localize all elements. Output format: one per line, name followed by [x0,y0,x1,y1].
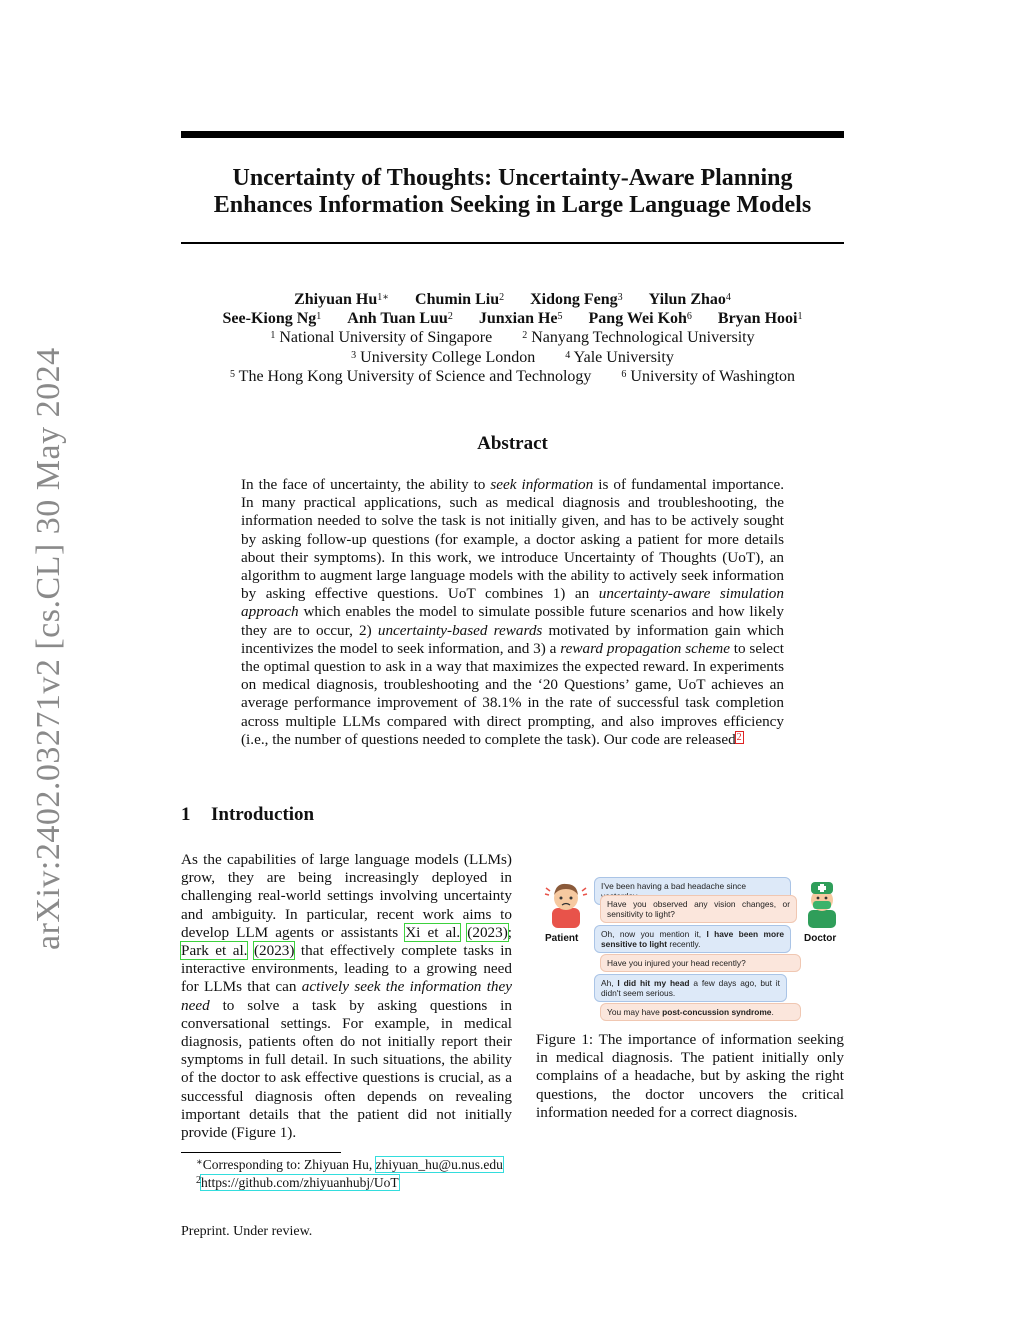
abstract-text: is of fundamental importance. In many practical applications, such as medical diagnosis and troubleshooting, the information needed to solve the task is not initially given, and has to be actively sought by asking follow-up questions (for example, a doctor asking a patient for more details about their symptoms). In this work, we introduce Uncertainty of Thoughts (UoT), an algorithm to augment large language models with the ability to actively seek information by asking effective questions. UoT combines 1) an [241,476,785,603]
intro-text: ; [507,923,513,941]
message-emph: I have been more sensitive to light [601,929,784,949]
affiliation: Nanyang Technological University [531,329,755,347]
abstract-text: motivated by information gain which incentivizes the model to seek information, and 3) a [241,621,784,657]
message-text: Ah, [601,978,618,988]
affiliation-line-3 [181,367,844,386]
paper-title [181,165,844,219]
title-line-2: Enhances Information Seeking in Large Language Models [213,192,812,218]
affiliation-sup: 6 [621,368,627,380]
doctor-label: Doctor [804,933,837,944]
footnote-mark: ∗ [196,1157,203,1168]
abstract-emph: reward propagation scheme [560,639,730,657]
affiliation-sup: 5 [229,368,235,380]
author-name: Zhiyuan Hu [294,291,378,308]
abstract-emph: uncertainty-based rewards [377,621,543,639]
section-heading [181,804,314,826]
citation-year-link[interactable]: (2023) [467,923,508,941]
author-sup: 4 [725,292,731,303]
message-text: Oh, now you mention it, [601,929,707,939]
affiliation-line-2 [181,348,844,367]
github-link[interactable]: https://github.com/zhiyuanhubj/UoT [201,1175,399,1190]
author-sup: 2 [447,311,453,323]
citation-link[interactable]: Park et al. [181,942,248,960]
affiliation-sup: 2 [522,330,528,342]
doctor-icon [804,876,840,930]
footnote-mark: 2 [196,1175,201,1186]
abstract-text: to select the optimal question to ask in a way that maximizes the expected reward. In experiments on medical diagnosis, troubleshooting and the ‘20 Questions’ game, UoT achieves an average performance improvement of 38.1% in the rate of successful task completion across multiple LLMs compared with direct prompting, and also improves efficiency (i.e., the number of questions needed to complete the task). Our code are released [241,639,785,748]
author-sup: 2 [499,292,505,303]
message-text: a few days ago, but it didn't seem serious. [601,978,780,998]
abstract-body [241,476,784,749]
author-block [181,290,844,386]
abstract-emph: seek information [490,476,594,493]
affiliation-line-1 [181,328,844,347]
abstract-emph: uncertainty-aware simulation approach [241,585,784,621]
doctor-message: Have you observed any vision changes, or sensitivity to light? [600,895,797,923]
title-bottom-rule [181,242,844,244]
affiliation: University of Washington [630,367,796,385]
patient-message: I've been having a bad headache since [594,877,791,905]
section-number: 1 [181,804,191,825]
title-top-rule [181,131,844,138]
author-sup: 1 [316,311,322,323]
intro-text: As the capabilities of large language models (LLMs) grow, they are being increasingly deployed in challenging real-world settings involving uncertainty and ambiguity. In particular, recent work aims to develop LLM agents or assistants [181,851,512,941]
affiliation: University College London [360,348,536,366]
author-line-2 [181,309,844,328]
preprint-notice: Preprint. Under review. [181,1224,313,1239]
author-sup: 6 [686,311,692,323]
doctor-message [600,1003,801,1021]
affiliation-sup: 3 [351,349,357,361]
intro-text: to solve a task by asking questions in conversational settings. For example, in medical diagnosis, patients often do not initially report their symptoms in full detail. In such situations, the ability of the doctor to ask effective questions is crucial, as a successful diagnosis often depends on revealing important details that the patient did not initially provide (Figure 1). [181,996,512,1142]
intro-emph: actively seek the information they need [181,978,512,1014]
abstract-text: which enables the model to simulate possible future scenarios and how likely they are to occur, 2) [241,603,784,639]
patient-message [594,974,787,1002]
patient-icon [544,878,588,930]
message-text: You may have [607,1007,663,1017]
affiliation-sup: 1 [270,330,276,342]
author-line-1 [181,290,844,309]
message-emph: post-concussion syndrome [662,1007,772,1017]
affiliation: Yale University [573,348,674,366]
intro-paragraph [181,851,512,1142]
author-name: See-Kiong Ng [222,310,317,328]
abstract-text: In the face of uncertainty, the ability to [241,476,491,493]
footnote-rule [181,1152,341,1153]
footnote-1 [196,1157,503,1173]
abstract-heading: Abstract [477,433,548,454]
author-name: Xidong Feng [530,291,618,308]
message-emph: I did hit my head [617,978,690,988]
section-title: Introduction [211,804,315,825]
author-name: Anh Tuan Luu [347,310,448,328]
footnote-link[interactable]: 2 [736,731,742,743]
arxiv-identifier: arXiv:2402.03271v2 [cs.CL] 30 May 2024 [30,347,67,950]
patient-message [594,925,791,953]
author-name: Yilun Zhao [648,291,726,308]
message-text: . [771,1007,774,1017]
citation-link[interactable]: Xi et al. [405,923,461,941]
author-sup: 1 [797,311,803,323]
title-line-1: Uncertainty of Thoughts: Uncertainty-Aware Planning [232,165,793,191]
intro-text: that effectively complete tasks in interactive environments, leading to a growing need for LLMs that can [181,942,513,996]
citation-year-link[interactable]: (2023) [253,942,295,960]
patient-label: Patient [545,933,579,944]
footnote-2 [196,1175,399,1191]
figure-1 [540,870,844,1020]
footnote-text: Corresponding to: Zhiyuan Hu, [202,1157,376,1172]
author-name: Chumin Liu [415,291,500,308]
affiliation: National University of Singapore [279,329,493,347]
author-name: Bryan Hooi [717,310,798,328]
affiliation: The Hong Kong University of Science and Technology [238,367,592,385]
message-text: recently. [667,939,701,949]
doctor-message: Have you injured your head recently? [600,954,801,972]
author-sup: 5 [557,311,563,323]
author-sup: 1∗ [377,292,390,303]
email-link[interactable]: zhiyuan_hu@u.nus.edu [375,1157,503,1172]
figure-caption: Figure 1: The importance of information seeking in medical diagnosis. The patient initially only complains of a headache, but by asking the right questions, the doctor uncovers the critical information needed for a correct diagnosis. [536,1031,844,1121]
affiliation-sup: 4 [565,349,571,361]
author-name: Pang Wei Koh [588,310,687,328]
author-sup: 3 [617,292,623,303]
author-name: Junxian He [478,310,558,328]
